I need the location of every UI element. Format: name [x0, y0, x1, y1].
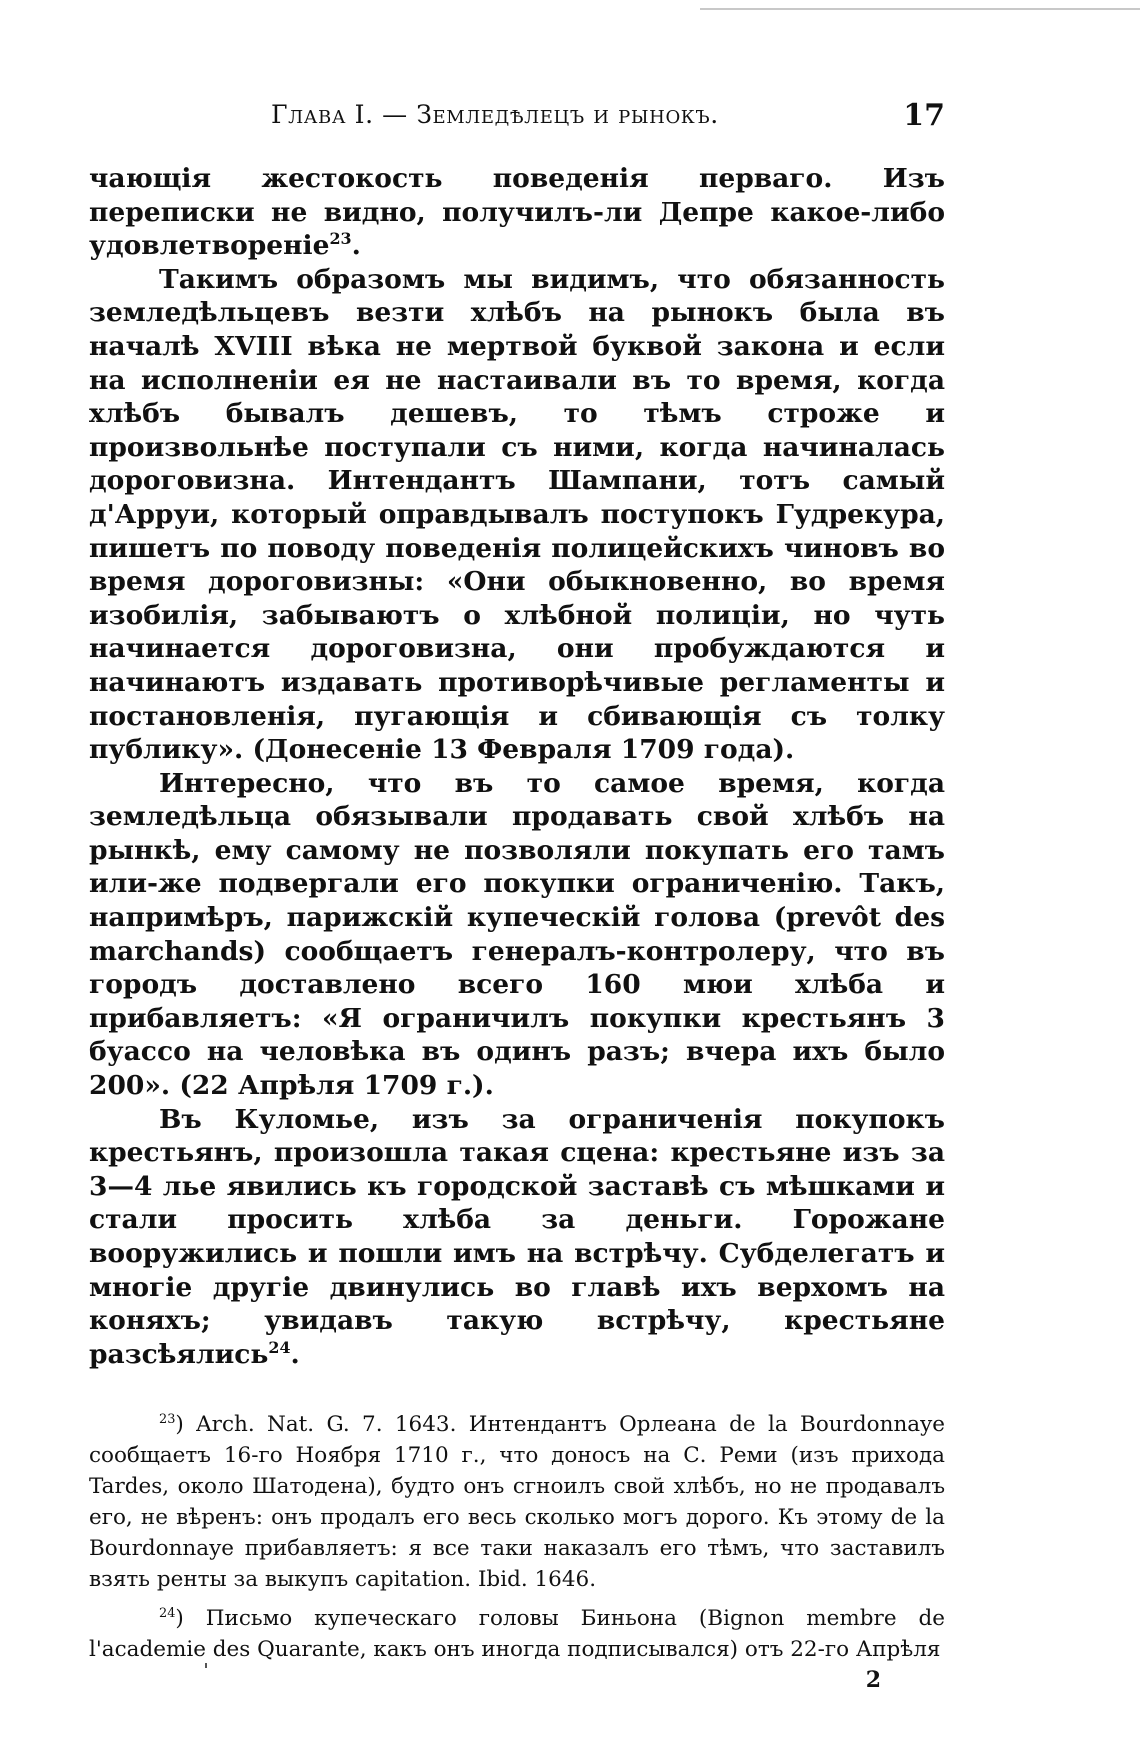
footnotes	[89, 1409, 945, 1665]
footnote-23: $^{23}$) Arch. Nat. G. 7. 1643. Интендантъ Орлеана de la Bourdonnaye сообщаетъ 16-го Ноября 1710 г., что доносъ на С. Реми (изъ прихода Tardes, около Шатодена), будто онъ сгноилъ свой хлѣбъ, но не продавалъ его, не вѣренъ: онъ продалъ его весь сколько могъ дорого. Къ этому de la Bourdonnaye прибавляетъ: я все таки наказалъ его тѣмъ, что заставилъ взять ренты за выкупъ capitation. Ibid. 1646.	[89, 1412, 945, 1593]
footnote-marker: 23	[159, 1412, 176, 1428]
paragraph-text: чающія жестокость поведенія перваго. Изъ переписки не видно, получилъ-ли Депре какое-либо удовлетвореніе	[89, 163, 945, 262]
paragraph-text: Въ Куломье, изъ за ограниченія покупокъ крестьянъ, произошла такая сцена: крестьяне изъ за 3—4 лье явились къ городской заставѣ съ мѣшками и стали просить хлѣба за деньги. Горожане вооружились и пошли имъ на встрѣчу. Субделегатъ и многіе другіе двинулись во главѣ ихъ верхомъ на коняхъ; увидавъ такую встрѣчу, крестьяне разсѣялись	[89, 1103, 945, 1370]
scan-speck	[205, 1663, 207, 1668]
paragraph-1	[89, 162, 945, 263]
footnote-text: Arch. Nat. G. 7. 1643. Интендантъ Орлеана de la Bourdonnaye сообщаетъ 16-го Ноября 1710 г., что доносъ на С. Реми (изъ прихода Tardes, около Шатодена), будто онъ сгноилъ свой хлѣбъ, но не продавалъ его, не вѣренъ: онъ продалъ его весь сколько могъ дорого. Къ этому de la Bourdonnaye прибавляетъ: я все таки наказалъ его тѣмъ, что заставилъ взять ренты за выкупъ capitation. Ibid. 1646.	[89, 1412, 945, 1593]
page-header	[89, 100, 945, 140]
page-number: 17	[903, 98, 945, 133]
paragraph-text: Такимъ образомъ мы видимъ, что обязанность земледѣльцевъ везти хлѣбъ на рынокъ была въ началѣ XVIII вѣка не мертвой буквой закона и если на исполненіи ея не настаивали въ то время, когда хлѣбъ бывалъ дешевъ, то тѣмъ строже и произвольнѣе поступали съ ними, когда начиналась дороговизна. Интендантъ Шампани, тотъ самый д'Арруи, который оправдывалъ поступокъ Гудрекура, пишетъ по поводу поведенія полицейскихъ чиновъ во время дороговизны: «Они обыкновенно, во время изобилія, забываютъ о хлѣбной полиціи, но чуть начинается дороговизна, они пробуждаются и начинаютъ издавать противорѣчивые регламенты и постановленія, пугающія и сбивающія съ толку публику». (Донесеніе 13 Февраля 1709 года).	[89, 263, 945, 766]
footnote-24: $^{24}$) Письмо купеческаго головы Биньона (Bignon membre de l'academie des Quarante, какъ онъ иногда подписывался) отъ 22-го Апрѣля	[89, 1606, 945, 1663]
running-head: Глава I. — Земледѣлецъ и рынокъ.	[271, 100, 719, 129]
paragraph-text: Интересно, что въ то самое время, когда земледѣльца обязывали продавать свой хлѣбъ на рынкѣ, ему самому не позволяли покупать его тамъ или-же подвергали его покупки ограниченію. Такъ, напримѣръ, парижскій купеческій голова (prevôt des marchands) сообщаетъ генералъ-контролеру, что въ городъ доставлено всего 160 мюи хлѣба и прибавляетъ: «Я ограничилъ покупки крестьянъ 3 буассо на человѣка въ одинъ разъ; вчера ихъ было 200». (22 Апрѣля 1709 г.).	[89, 767, 945, 1102]
signature-mark: 2	[865, 1667, 881, 1694]
paragraph-tail: .	[290, 1338, 300, 1370]
paragraph-2	[89, 263, 945, 767]
footnote-ref-23[interactable]: 23	[329, 229, 352, 249]
footnote-text: Письмо купеческаго головы Биньона (Bignon membre de l'academie des Quarante, какъ онъ иногда подписывался) отъ 22-го Апрѣля	[89, 1606, 945, 1663]
paragraph-4	[89, 1103, 945, 1372]
footnote-ref-24[interactable]: 24	[268, 1337, 291, 1357]
paragraph-3	[89, 767, 945, 1103]
footnote-marker: 24	[159, 1606, 176, 1622]
main-text	[89, 162, 945, 1371]
book-page	[89, 100, 945, 1693]
paragraph-tail: .	[351, 230, 361, 262]
scan-edge-rule	[700, 8, 1140, 10]
